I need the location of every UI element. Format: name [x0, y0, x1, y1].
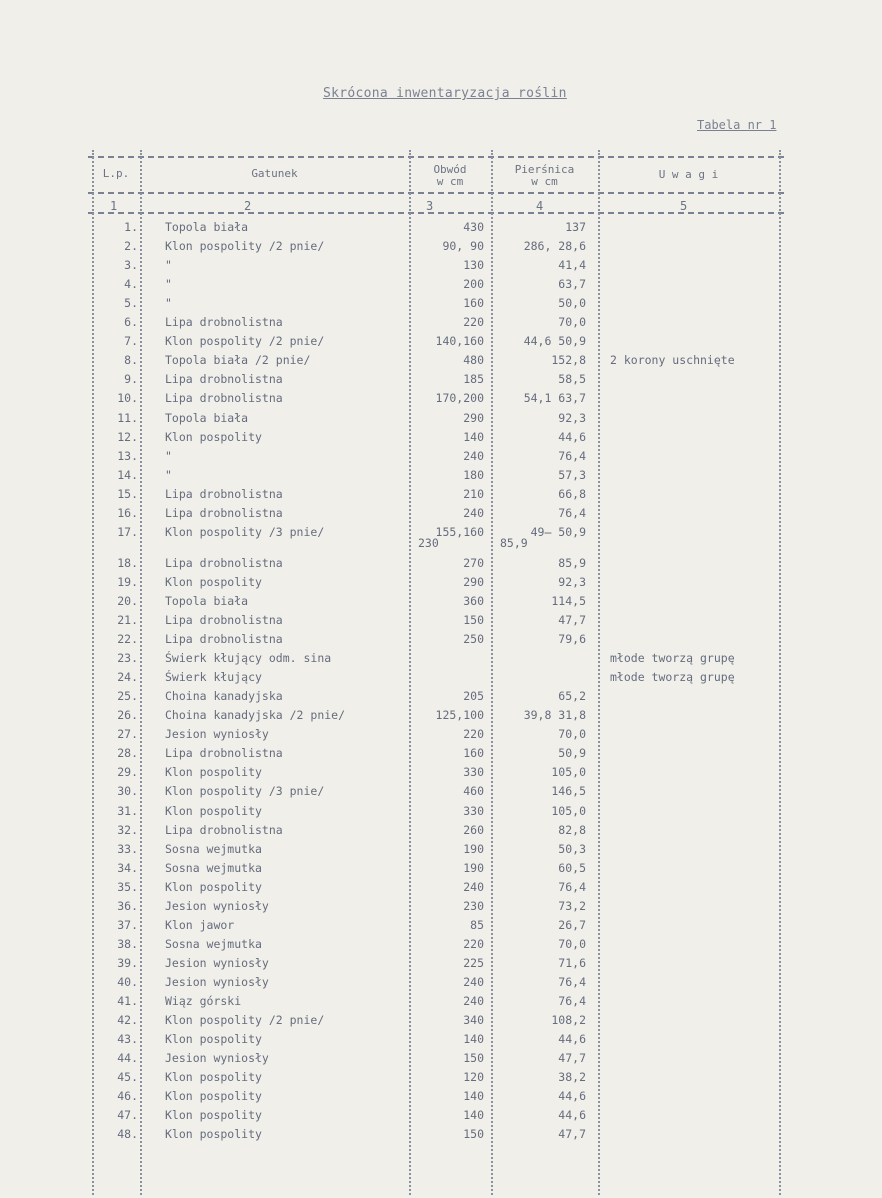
column-number-5: 5 [680, 199, 688, 213]
column-number-1: 1 [110, 199, 118, 213]
row-obwod-second-line: 230 [418, 536, 439, 550]
row-gatunek: Topola biała [165, 411, 249, 425]
row-uwagi: 2 korony uschnięte [610, 353, 735, 367]
row-piersnica: 76,4 [558, 975, 586, 989]
row-piersnica: 114,5 [551, 594, 586, 608]
row-gatunek: Klon pospolity [165, 765, 262, 779]
row-lp: 35. [117, 880, 138, 894]
table-top-rule [88, 156, 784, 158]
row-piersnica: 47,7 [558, 1127, 586, 1141]
row-piersnica: 76,4 [558, 994, 586, 1008]
row-gatunek: Lipa drobnolistna [165, 823, 283, 837]
column-number-2: 2 [244, 199, 252, 213]
row-piersnica: 82,8 [558, 823, 586, 837]
row-lp: 47. [117, 1108, 138, 1122]
row-lp: 48. [117, 1127, 138, 1141]
column-number-3: 3 [426, 199, 434, 213]
row-gatunek: Klon pospolity /3 pnie/ [165, 525, 325, 539]
row-piersnica: 44,6 [558, 1032, 586, 1046]
row-gatunek: Lipa drobnolistna [165, 391, 283, 405]
row-uwagi: młode tworzą grupę [610, 651, 735, 665]
row-lp: 1. [124, 220, 138, 234]
row-gatunek: " [165, 277, 172, 291]
row-gatunek: Wiąz górski [165, 994, 242, 1008]
row-lp: 14. [117, 468, 138, 482]
row-obwod: 340 [463, 1013, 484, 1027]
row-obwod: 190 [463, 842, 484, 856]
row-obwod: 240 [463, 449, 484, 463]
row-gatunek: Lipa drobnolistna [165, 632, 283, 646]
row-lp: 11. [117, 411, 138, 425]
row-piersnica: 70,0 [558, 315, 586, 329]
row-piersnica: 76,4 [558, 880, 586, 894]
row-obwod: 140 [463, 1108, 484, 1122]
row-lp: 12. [117, 430, 138, 444]
row-obwod: 190 [463, 861, 484, 875]
row-obwod: 290 [463, 411, 484, 425]
row-lp: 3. [124, 258, 138, 272]
row-gatunek: Choina kanadyjska [165, 689, 283, 703]
row-lp: 4. [124, 277, 138, 291]
row-gatunek: " [165, 468, 172, 482]
row-piersnica: 146,5 [551, 784, 586, 798]
document-title: Skrócona inwentaryzacja roślin [323, 86, 567, 101]
column-separator [598, 150, 600, 1195]
row-gatunek: Klon pospolity [165, 430, 262, 444]
row-piersnica: 66,8 [558, 487, 586, 501]
row-gatunek: Klon pospolity [165, 804, 262, 818]
header-piersnica [493, 164, 596, 188]
row-lp: 41. [117, 994, 138, 1008]
row-obwod: 140 [463, 1089, 484, 1103]
column-separator [779, 150, 781, 1195]
row-gatunek: Lipa drobnolistna [165, 746, 283, 760]
row-obwod: 170,200 [435, 391, 484, 405]
row-gatunek: Klon jawor [165, 918, 235, 932]
row-piersnica: 85,9 [558, 556, 586, 570]
row-lp: 46. [117, 1089, 138, 1103]
row-lp: 5. [124, 296, 138, 310]
row-obwod: 220 [463, 937, 484, 951]
row-lp: 43. [117, 1032, 138, 1046]
row-lp: 40. [117, 975, 138, 989]
row-obwod: 85 [470, 918, 484, 932]
row-gatunek: Jesion wyniosły [165, 1051, 269, 1065]
row-lp: 17. [117, 525, 138, 539]
table-number: Tabela nr 1 [697, 118, 777, 132]
column-separator [409, 150, 411, 1195]
row-lp: 10. [117, 391, 138, 405]
row-piersnica: 137 [565, 220, 586, 234]
row-lp: 45. [117, 1070, 138, 1084]
row-gatunek: Klon pospolity /3 pnie/ [165, 784, 325, 798]
row-gatunek: Lipa drobnolistna [165, 613, 283, 627]
row-lp: 36. [117, 899, 138, 913]
row-piersnica: 49̶ 50,9 [530, 525, 586, 539]
row-obwod: 120 [463, 1070, 484, 1084]
row-obwod: 225 [463, 956, 484, 970]
row-obwod: 330 [463, 765, 484, 779]
row-obwod: 160 [463, 746, 484, 760]
row-lp: 16. [117, 506, 138, 520]
row-lp: 23. [117, 651, 138, 665]
row-lp: 37. [117, 918, 138, 932]
row-gatunek: Świerk kłujący [165, 670, 262, 684]
row-gatunek: Świerk kłujący odm. sina [165, 651, 332, 665]
row-obwod: 360 [463, 594, 484, 608]
row-piersnica: 50,3 [558, 842, 586, 856]
row-lp: 32. [117, 823, 138, 837]
row-lp: 34. [117, 861, 138, 875]
row-uwagi: młode tworzą grupę [610, 670, 735, 684]
row-gatunek: " [165, 258, 172, 272]
row-obwod: 210 [463, 487, 484, 501]
row-gatunek: Jesion wyniosły [165, 975, 269, 989]
row-gatunek: Klon pospolity [165, 1070, 262, 1084]
row-lp: 6. [124, 315, 138, 329]
row-gatunek: Klon pospolity [165, 1089, 262, 1103]
row-obwod: 140 [463, 430, 484, 444]
row-lp: 19. [117, 575, 138, 589]
row-gatunek: Klon pospolity [165, 1108, 262, 1122]
row-obwod: 90, 90 [442, 239, 484, 253]
row-gatunek: Lipa drobnolistna [165, 372, 283, 386]
row-obwod: 150 [463, 613, 484, 627]
header-piersnica-line1: Pierśnica [514, 163, 575, 176]
column-separator [140, 150, 142, 1195]
row-gatunek: Klon pospolity /2 pnie/ [165, 1013, 325, 1027]
row-obwod: 270 [463, 556, 484, 570]
row-gatunek: Topola biała [165, 594, 249, 608]
row-piersnica: 76,4 [558, 449, 586, 463]
row-obwod: 240 [463, 994, 484, 1008]
row-piersnica: 47,7 [558, 613, 586, 627]
row-piersnica: 26,7 [558, 918, 586, 932]
row-piersnica: 50,0 [558, 296, 586, 310]
row-piersnica: 70,0 [558, 727, 586, 741]
row-piersnica: 92,3 [558, 411, 586, 425]
row-obwod: 155,160 [435, 525, 484, 539]
row-gatunek: Sosna wejmutka [165, 861, 262, 875]
row-lp: 21. [117, 613, 138, 627]
row-obwod: 200 [463, 277, 484, 291]
row-obwod: 330 [463, 804, 484, 818]
row-obwod: 240 [463, 880, 484, 894]
header-piersnica-line2: w cm [531, 175, 558, 188]
row-obwod: 125,100 [435, 708, 484, 722]
row-gatunek: Choina kanadyjska /2 pnie/ [165, 708, 346, 722]
row-piersnica: 105,0 [551, 804, 586, 818]
row-piersnica: 70,0 [558, 937, 586, 951]
row-obwod: 230 [463, 899, 484, 913]
row-gatunek: Jesion wyniosły [165, 727, 269, 741]
row-piersnica: 41,4 [558, 258, 586, 272]
row-obwod: 150 [463, 1051, 484, 1065]
row-piersnica: 44,6 [558, 1089, 586, 1103]
row-lp: 25. [117, 689, 138, 703]
header-obwod-line2: w cm [436, 175, 464, 188]
row-gatunek: Lipa drobnolistna [165, 315, 283, 329]
row-lp: 38. [117, 937, 138, 951]
row-lp: 26. [117, 708, 138, 722]
row-lp: 33. [117, 842, 138, 856]
column-number-4: 4 [536, 199, 544, 213]
row-obwod: 240 [463, 506, 484, 520]
row-lp: 30. [117, 784, 138, 798]
row-piersnica: 44,6 50,9 [523, 334, 586, 348]
row-obwod: 250 [463, 632, 484, 646]
row-piersnica: 105,0 [551, 765, 586, 779]
row-obwod: 185 [463, 372, 484, 386]
row-obwod: 460 [463, 784, 484, 798]
row-obwod: 150 [463, 1127, 484, 1141]
row-piersnica: 57,3 [558, 468, 586, 482]
row-lp: 15. [117, 487, 138, 501]
row-piersnica: 47,7 [558, 1051, 586, 1065]
row-obwod: 160 [463, 296, 484, 310]
row-lp: 13. [117, 449, 138, 463]
row-lp: 39. [117, 956, 138, 970]
row-gatunek: Klon pospolity [165, 1032, 262, 1046]
row-lp: 8. [124, 353, 138, 367]
header-lp: L.p. [102, 167, 130, 180]
row-gatunek: " [165, 449, 172, 463]
row-obwod: 140,160 [435, 334, 484, 348]
row-piersnica: 79,6 [558, 632, 586, 646]
row-obwod: 240 [463, 975, 484, 989]
row-piersnica: 76,4 [558, 506, 586, 520]
row-obwod: 205 [463, 689, 484, 703]
row-piersnica: 108,2 [551, 1013, 586, 1027]
row-lp: 31. [117, 804, 138, 818]
row-lp: 28. [117, 746, 138, 760]
row-obwod: 290 [463, 575, 484, 589]
row-lp: 9. [124, 372, 138, 386]
row-gatunek: Lipa drobnolistna [165, 487, 283, 501]
row-gatunek: Lipa drobnolistna [165, 556, 283, 570]
row-gatunek: Topola biała [165, 220, 249, 234]
row-gatunek: Jesion wyniosły [165, 899, 269, 913]
row-obwod: 140 [463, 1032, 484, 1046]
row-piersnica-second-line: 85,9 [500, 536, 528, 550]
row-piersnica: 44,6 [558, 1108, 586, 1122]
row-piersnica: 63,7 [558, 277, 586, 291]
row-obwod: 180 [463, 468, 484, 482]
header-gatunek: Gatunek [251, 167, 298, 180]
header-obwod [411, 164, 489, 188]
row-piersnica: 152,8 [551, 353, 586, 367]
row-gatunek: Sosna wejmutka [165, 937, 262, 951]
row-lp: 42. [117, 1013, 138, 1027]
row-lp: 20. [117, 594, 138, 608]
header-obwod-line1: Obwód [433, 163, 467, 176]
row-gatunek: " [165, 296, 172, 310]
row-piersnica: 286, 28,6 [523, 239, 586, 253]
row-lp: 22. [117, 632, 138, 646]
row-piersnica: 38,2 [558, 1070, 586, 1084]
row-lp: 18. [117, 556, 138, 570]
row-obwod: 430 [463, 220, 484, 234]
row-obwod: 480 [463, 353, 484, 367]
row-gatunek: Klon pospolity [165, 1127, 262, 1141]
row-obwod: 130 [463, 258, 484, 272]
row-gatunek: Topola biała /2 pnie/ [165, 353, 311, 367]
row-piersnica: 65,2 [558, 689, 586, 703]
row-gatunek: Klon pospolity [165, 880, 262, 894]
row-gatunek: Jesion wyniosły [165, 956, 269, 970]
row-piersnica: 54,1 63,7 [523, 391, 586, 405]
row-obwod: 260 [463, 823, 484, 837]
row-lp: 2. [124, 239, 138, 253]
row-piersnica: 60,5 [558, 861, 586, 875]
row-piersnica: 71,6 [558, 956, 586, 970]
row-gatunek: Klon pospolity /2 pnie/ [165, 239, 325, 253]
row-lp: 29. [117, 765, 138, 779]
row-piersnica: 58,5 [558, 372, 586, 386]
row-lp: 44. [117, 1051, 138, 1065]
column-separator [92, 150, 94, 1195]
row-gatunek: Klon pospolity /2 pnie/ [165, 334, 325, 348]
row-gatunek: Lipa drobnolistna [165, 506, 283, 520]
row-piersnica: 39,8 31,8 [523, 708, 586, 722]
row-gatunek: Sosna wejmutka [165, 842, 262, 856]
row-lp: 24. [117, 670, 138, 684]
row-gatunek: Klon pospolity [165, 575, 262, 589]
header-rule [88, 192, 784, 194]
row-obwod: 220 [463, 727, 484, 741]
row-obwod: 220 [463, 315, 484, 329]
row-lp: 7. [124, 334, 138, 348]
row-piersnica: 92,3 [558, 575, 586, 589]
header-uwagi: U w a g i [658, 168, 719, 181]
row-piersnica: 44,6 [558, 430, 586, 444]
row-piersnica: 50,9 [558, 746, 586, 760]
row-lp: 27. [117, 727, 138, 741]
row-piersnica: 73,2 [558, 899, 586, 913]
